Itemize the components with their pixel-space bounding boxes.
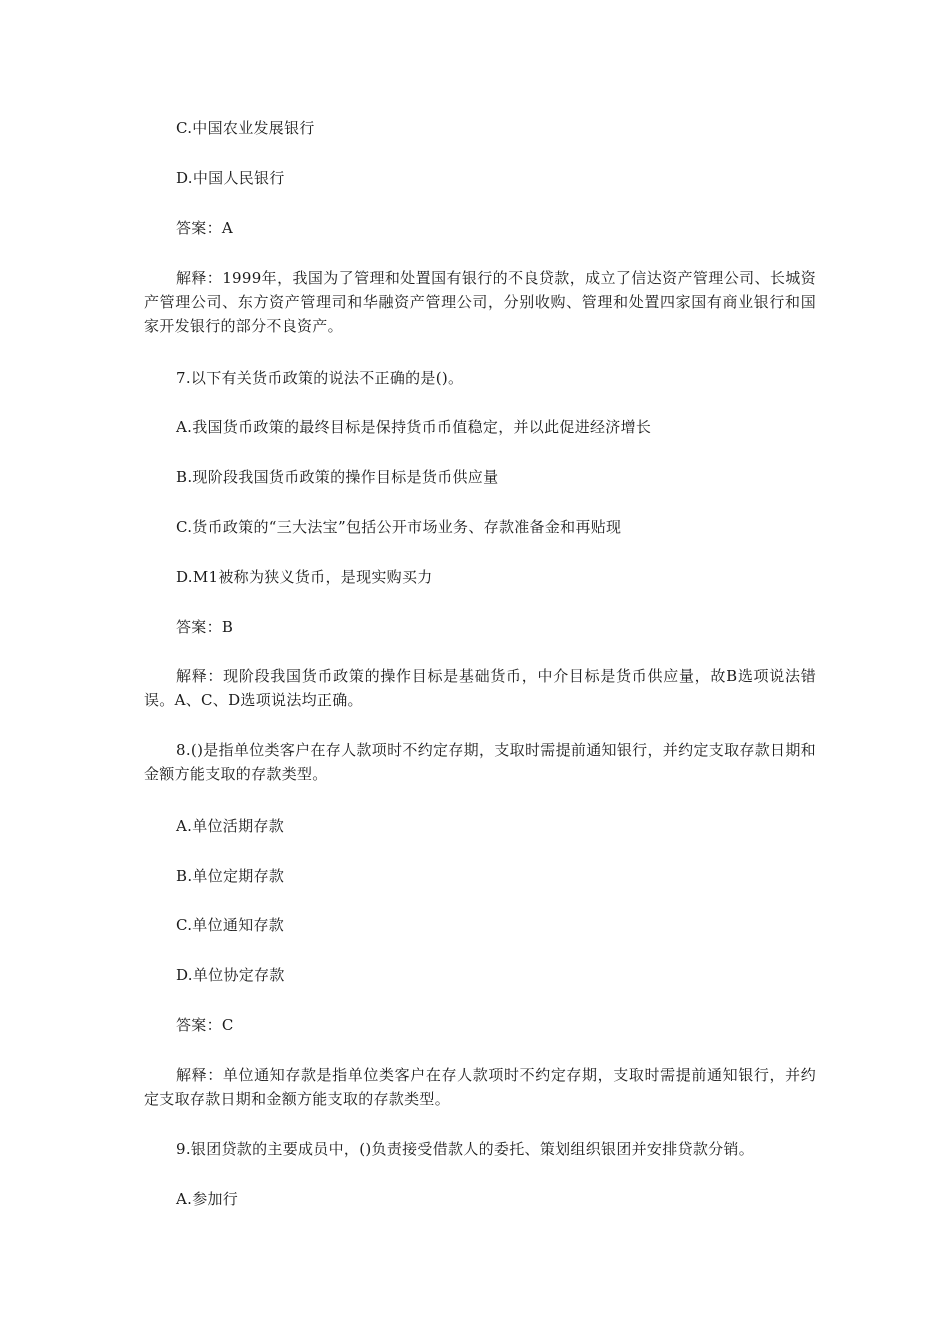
q8-option-a: A.单位活期存款 (176, 817, 285, 835)
q8-option-c: C.单位通知存款 (176, 916, 285, 934)
q6-answer: 答案：A (176, 219, 234, 237)
q7-option-b: B.现阶段我国货币政策的操作目标是货币供应量 (176, 468, 499, 486)
q6-explanation: 解释：1999年，我国为了管理和处置国有银行的不良贷款，成立了信达资产管理公司、长城资产管理公司、东方资产管理司和华融资产管理公司，分别收购、管理和处置四家国有商业银行和国家开发银行的部分不良资产。 (144, 269, 816, 335)
q7-option-d: D.M1被称为狭义货币，是现实购买力 (176, 568, 433, 586)
q7-answer: 答案：B (176, 618, 234, 636)
q8-explanation: 解释：单位通知存款是指单位类客户在存人款项时不约定存期，支取时需提前通知银行，并约定支取存款日期和金额方能支取的存款类型。 (144, 1066, 816, 1108)
q7-explanation: 解释：现阶段我国货币政策的操作目标是基础货币，中介目标是货币供应量，故B选项说法错误。A、C、D选项说法均正确。 (144, 667, 816, 709)
q7-stem: 7.以下有关货币政策的说法不正确的是()。 (176, 369, 464, 387)
q7-option-c: C.货币政策的“三大法宝”包括公开市场业务、存款准备金和再贴现 (176, 518, 622, 536)
q9-option-a: A.参加行 (176, 1190, 239, 1208)
q9-stem: 9.银团贷款的主要成员中，()负责接受借款人的委托、策划组织银团并安排贷款分销。 (176, 1140, 755, 1158)
q6-option-d: D.中国人民银行 (176, 169, 285, 187)
q6-option-c: C.中国农业发展银行 (176, 119, 315, 137)
q8-answer: 答案：C (176, 1016, 234, 1034)
q7-option-a: A.我国货币政策的最终目标是保持货币币值稳定，并以此促进经济增长 (176, 418, 652, 436)
q8-option-b: B.单位定期存款 (176, 867, 285, 885)
q8-stem: 8.()是指单位类客户在存人款项时不约定存期，支取时需提前通知银行，并约定支取存款日期和金额方能支取的存款类型。 (144, 741, 816, 783)
q8-option-d: D.单位协定存款 (176, 966, 285, 984)
